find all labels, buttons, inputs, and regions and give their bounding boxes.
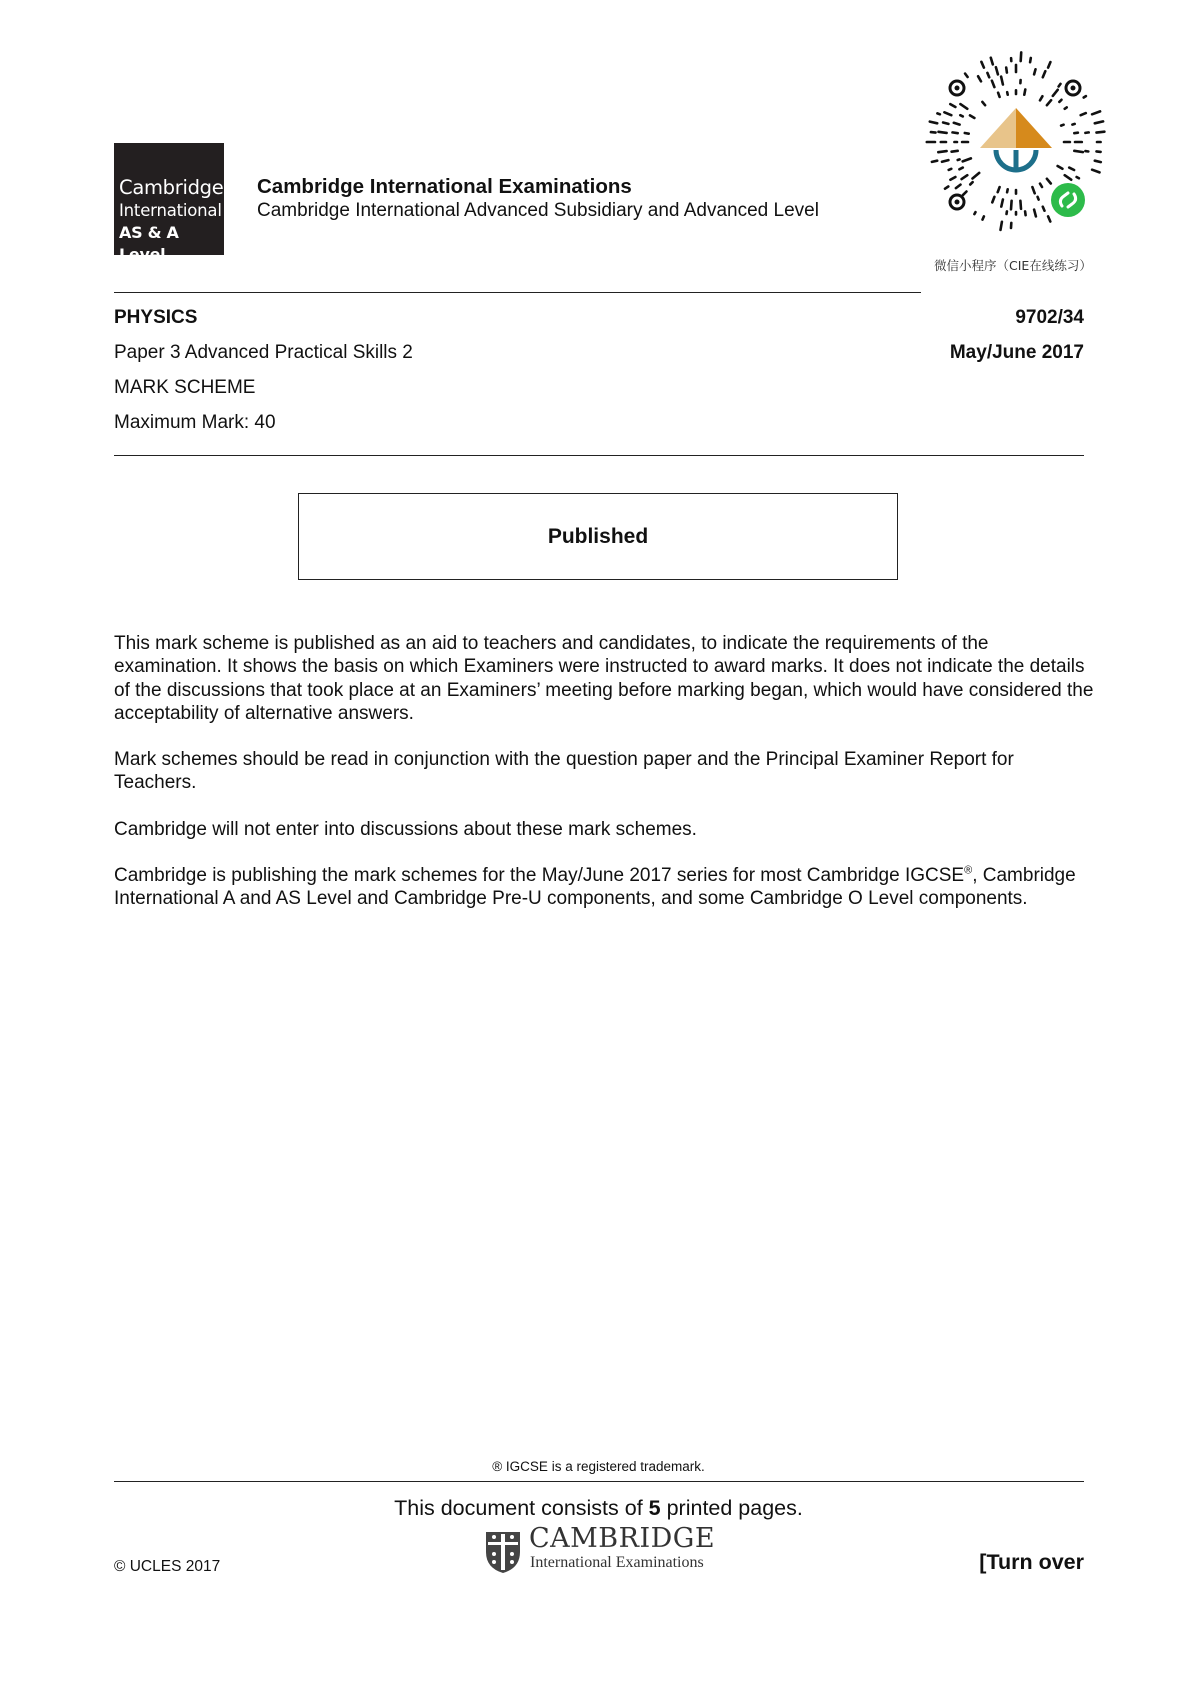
qr-dash xyxy=(953,132,958,133)
qr-dash xyxy=(1030,58,1031,62)
qr-dash xyxy=(942,160,948,162)
qr-dash xyxy=(991,58,993,65)
qr-dash xyxy=(1034,69,1035,74)
qr-dash xyxy=(965,74,968,77)
qr-dash xyxy=(1097,151,1101,152)
qr-dash xyxy=(1047,179,1051,184)
qr-dash xyxy=(1074,151,1083,152)
qr-dash xyxy=(1007,92,1008,95)
qr-dash xyxy=(1092,111,1100,114)
qr-dash xyxy=(1097,132,1105,133)
qr-dash xyxy=(954,123,960,125)
trademark-note: ® IGCSE is a registered trademark. xyxy=(492,1459,705,1474)
discussions-paragraph: Cambridge will not enter into discussions about these mark schemes. xyxy=(114,819,697,840)
turn-over: [Turn over xyxy=(979,1550,1084,1574)
qr-dash xyxy=(992,81,995,87)
logo-line-2: International xyxy=(119,201,222,220)
qr-dash xyxy=(1043,207,1045,211)
cambridge-as-a-level-logo xyxy=(114,143,224,264)
logo-line-3: AS & A Level xyxy=(119,223,179,264)
qr-dash xyxy=(959,168,962,170)
qr-dash xyxy=(937,113,940,114)
published-status-box: Published xyxy=(298,493,898,580)
qr-dash xyxy=(1065,107,1067,108)
qr-dash xyxy=(956,185,961,189)
qr-dash xyxy=(1077,177,1079,178)
qr-dash xyxy=(1059,100,1061,102)
footer-rule xyxy=(114,1481,1084,1482)
qr-dash xyxy=(1069,168,1074,170)
qr-dash xyxy=(1038,197,1039,200)
maximum-mark: Maximum Mark: 40 xyxy=(114,412,276,433)
qr-dash xyxy=(1043,71,1046,77)
qr-code-icon xyxy=(924,50,1108,234)
qr-dash xyxy=(1072,124,1074,125)
qr-dash xyxy=(982,102,985,105)
qr-dash xyxy=(1001,77,1003,85)
qr-dash xyxy=(939,132,947,133)
paper-code: 9702/34 xyxy=(1015,307,1084,328)
qr-dash xyxy=(960,115,963,116)
paper-title: Paper 3 Advanced Practical Skills 2 xyxy=(114,342,413,363)
qr-dash xyxy=(1095,161,1101,162)
qr-dash xyxy=(1021,52,1022,61)
qr-dash xyxy=(1025,211,1026,215)
cambridge-wordmark-subtitle: International Examinations xyxy=(530,1554,704,1571)
qr-dash xyxy=(974,212,975,214)
page-count: 5 xyxy=(648,1496,661,1520)
qr-dash xyxy=(950,104,955,107)
qr-dash xyxy=(962,175,968,179)
qr-dash xyxy=(996,67,998,74)
meta-rule xyxy=(114,455,1084,456)
qr-dash xyxy=(1048,62,1050,68)
qr-dash xyxy=(931,132,936,133)
qr-dash xyxy=(1011,201,1012,210)
qr-dash xyxy=(938,151,946,152)
qr-dash xyxy=(1007,189,1008,192)
qr-dash xyxy=(1040,96,1042,100)
qualification-level: Cambridge International Advanced Subsidiary and Advanced Level xyxy=(257,200,819,221)
qr-dash xyxy=(981,62,984,68)
qr-dash xyxy=(1074,133,1078,134)
copyright: © UCLES 2017 xyxy=(114,1558,221,1575)
qr-dash xyxy=(987,73,989,77)
qr-dash xyxy=(949,169,952,170)
cambridge-wordmark: CAMBRIDGE xyxy=(529,1523,716,1554)
logo-line-1: Cambridge xyxy=(119,176,224,199)
qr-dash xyxy=(983,216,984,219)
document-type: MARK SCHEME xyxy=(114,377,256,398)
qr-dash xyxy=(1084,96,1086,97)
qr-dash xyxy=(960,104,967,109)
conjunction-paragraph: Mark schemes should be read in conjunction with the question paper and the Principal Examiner Report for Teachers. xyxy=(114,749,1014,794)
qr-dash xyxy=(932,161,937,162)
qr-dash xyxy=(998,187,1000,192)
qr-dash xyxy=(1020,201,1021,209)
qr-dash xyxy=(970,115,974,118)
qr-dash xyxy=(1047,100,1051,105)
qr-dash xyxy=(1048,216,1050,221)
qr-dash xyxy=(1034,210,1036,217)
qr-dash xyxy=(944,112,951,115)
qr-dash xyxy=(1001,200,1003,207)
qr-dash xyxy=(1032,187,1034,193)
qr-caption: 微信小程序（CIE在线练习） xyxy=(934,258,1092,273)
qr-dash xyxy=(952,151,958,152)
qr-dash xyxy=(1040,184,1042,187)
qr-dash xyxy=(1058,166,1063,169)
qr-dash xyxy=(1095,121,1103,123)
qr-dash xyxy=(970,182,973,184)
qr-dash xyxy=(1061,125,1064,126)
qr-dash xyxy=(1085,132,1088,133)
exam-board-name: Cambridge International Examinations xyxy=(257,175,632,198)
qr-dash xyxy=(973,173,980,179)
cambridge-shield-icon xyxy=(484,1530,522,1574)
qr-dash xyxy=(965,133,969,134)
qr-dash xyxy=(1001,222,1002,230)
page-count-note xyxy=(0,1496,1190,1521)
qr-dash xyxy=(992,197,994,203)
publishing-paragraph xyxy=(114,864,1094,911)
qr-dash xyxy=(1006,68,1007,73)
qr-dash xyxy=(1053,90,1058,96)
intro-paragraph: This mark scheme is published as an aid to teachers and candidates, to indicate the requirements of the examination. It shows the basis on which Examiners were instructed to award marks. It does not indicate the details of the discussions that took place at an Examiners’ meeting before marking began, which would have considered the acceptability of alternative answers. xyxy=(114,633,1094,725)
page-count-suffix: printed pages. xyxy=(660,1496,803,1520)
page-count-prefix: This document consists of xyxy=(394,1496,649,1520)
qr-dash xyxy=(1024,90,1025,95)
qr-dash xyxy=(950,177,955,180)
qr-dash xyxy=(963,192,967,196)
registered-mark: ® xyxy=(964,864,973,877)
qr-dash xyxy=(963,158,971,161)
qr-dash xyxy=(998,93,1000,97)
qr-dash xyxy=(943,123,948,124)
qr-dash xyxy=(1092,170,1099,173)
subject: PHYSICS xyxy=(114,307,198,328)
header-rule xyxy=(114,292,921,293)
qr-dash xyxy=(930,122,937,124)
qr-dash xyxy=(1059,84,1061,87)
publishing-text-start: Cambridge is publishing the mark schemes for the May/June 2017 series for most Cambridge IGCSE xyxy=(114,865,965,886)
publishing-text-end: , Cambridge International A and AS Level and Cambridge Pre-U components, and some Cambridge O Level components. xyxy=(114,865,1076,910)
qr-dash xyxy=(1065,175,1072,180)
qr-dash xyxy=(958,159,960,160)
qr-dash xyxy=(945,187,948,189)
exam-session: May/June 2017 xyxy=(949,342,1084,363)
qr-dash xyxy=(978,76,981,81)
qr-dash xyxy=(1081,113,1086,115)
